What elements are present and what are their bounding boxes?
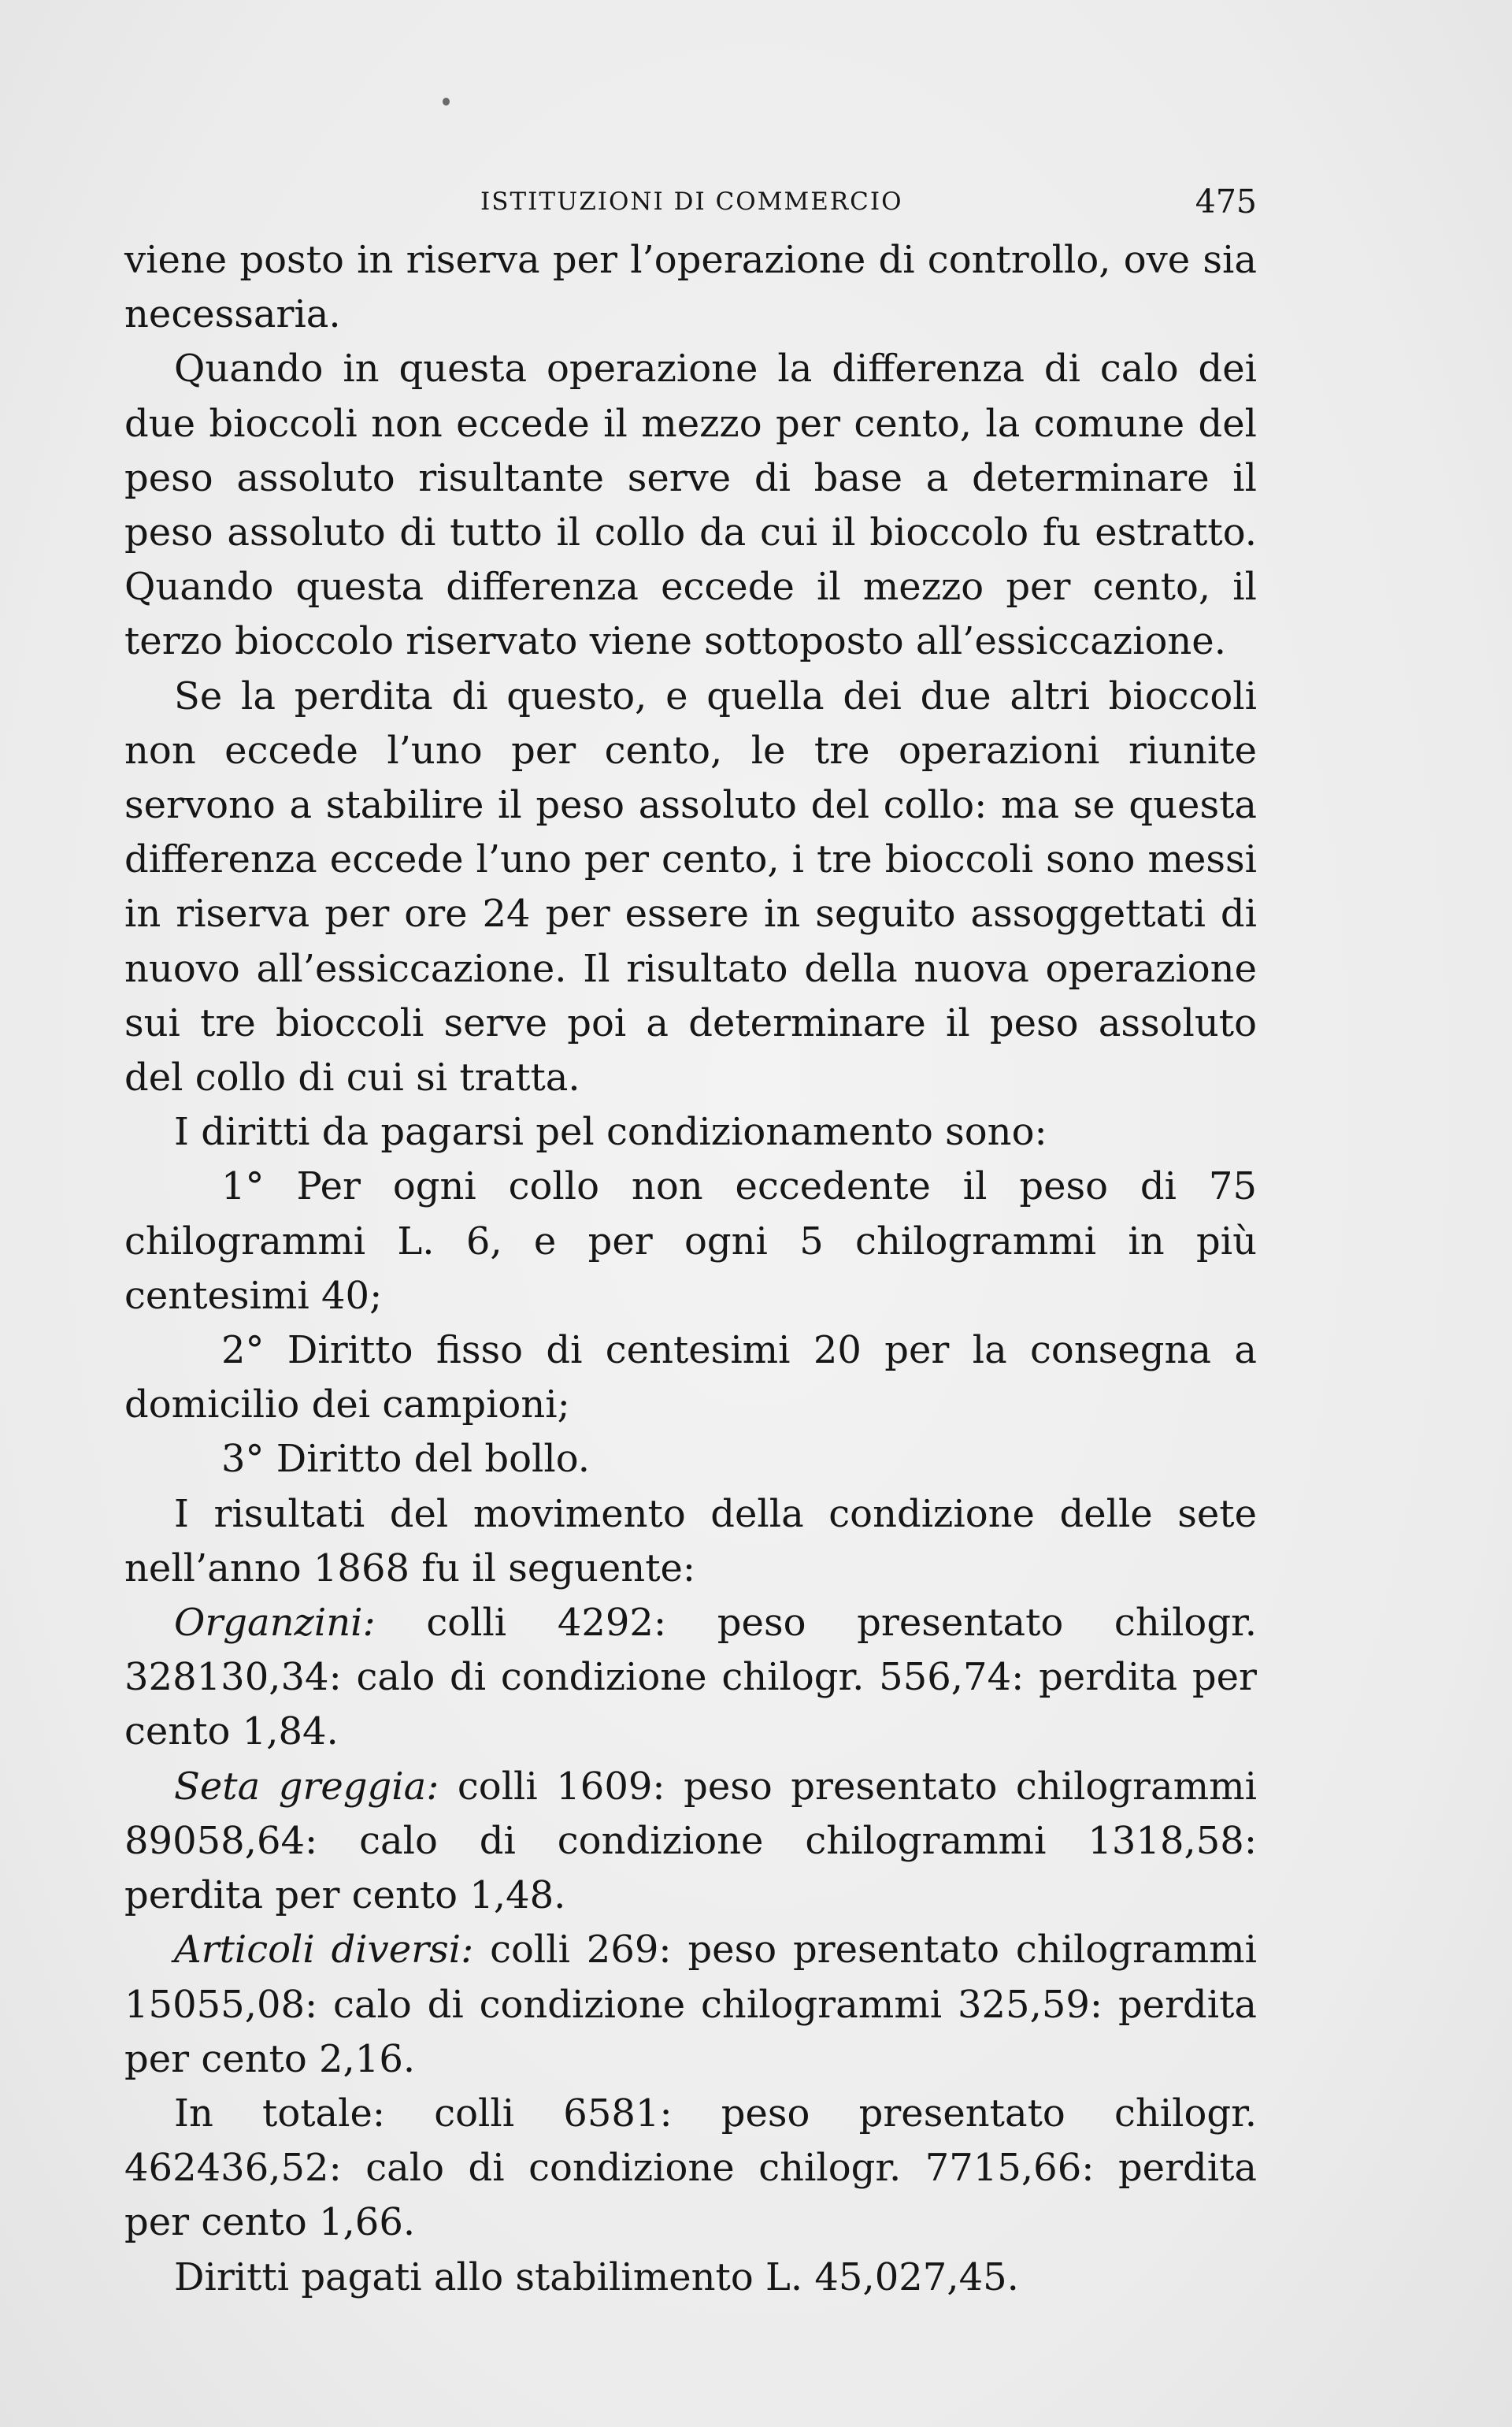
paragraph-risultati-intro: I risultati del movimento della condizione delle sete nell’anno 1868 fu il seguente: — [124, 1491, 1257, 1590]
text-organzini: colli 4292: peso presentato chilogr. 328130,34: calo di condizione chilogr. 556,74: perdita per cento 1,84. — [124, 1601, 1257, 1754]
text-articoli-diversi: colli 269: peso presentato chilogrammi 15055,08: calo di condizione chilogrammi 325,59: perdita per cento 2,16. — [124, 1928, 1257, 2081]
label-articoli-diversi: Articoli diversi: — [174, 1928, 474, 1972]
ink-speck — [443, 98, 450, 106]
label-seta-greggia: Seta greggia: — [174, 1764, 439, 1809]
paragraph-perdita: Se la perdita di questo, e quella dei due altri bioccoli non eccede l’uno per cento, le tre operazioni riunite servono a stabilire il peso assoluto del collo: ma se questa differenza eccede l’uno per cento, i tre bioccoli sono messi in riserva per ore 24 per essere in seguito assoggettati di nuovo all’essiccazione. Il risultato della nuova operazione sui tre bioccoli serve poi a determinare il peso assoluto del collo di cui si tratta. — [124, 674, 1257, 1100]
text-seta-greggia: colli 1609: peso presentato chilogrammi 89058,64: calo di condizione chilogrammi 1318,58: perdita per cento 1,48. — [124, 1764, 1257, 1918]
paragraph-diritti-pagati: Diritti pagati allo stabilimento L. 45,027,45. — [174, 2254, 1019, 2299]
page-number: 475 — [1195, 183, 1257, 221]
body-text — [124, 233, 1257, 2305]
running-head: ISTITUZIONI DI COMMERCIO — [480, 187, 903, 216]
label-organzini: Organzini: — [174, 1601, 376, 1646]
paragraph-totale: In totale: colli 6581: peso presentato chilogr. 462436,52: calo di condizione chilogr. 7715,66: perdita per cento 1,66. — [124, 2091, 1257, 2245]
paragraph-calo-bioccoli: Quando in questa operazione la differenza di calo dei due bioccoli non eccede il mezzo per cento, la comune del peso assoluto risultante serve di base a determinare il peso assoluto di tutto il collo da cui il bioccolo fu estratto. Quando questa differenza eccede il mezzo per cento, il terzo bioccolo riservato viene sottoposto all’essiccazione. — [124, 347, 1257, 664]
paragraph-diritti-intro: I diritti da pagarsi pel condizionamento sono: — [174, 1110, 1047, 1155]
list-item-3: 3° Diritto del bollo. — [221, 1437, 591, 1482]
paragraph-articoli-diversi — [124, 1923, 1257, 2087]
paragraph-organzini — [124, 1596, 1257, 1760]
list-item-2: 2° Diritto fisso di centesimi 20 per la consegna a domicilio dei campioni; — [124, 1328, 1257, 1427]
paragraph-seta-greggia — [124, 1760, 1257, 1924]
list-item-1: 1° Per ogni collo non eccedente il peso di 75 chilogrammi L. 6, e per ogni 5 chilogrammi in più centesimi 40; — [124, 1164, 1257, 1318]
page-header — [126, 183, 1257, 227]
paragraph-continuation: viene posto in riserva per l’operazione di controllo, ove sia necessaria. — [124, 238, 1257, 337]
